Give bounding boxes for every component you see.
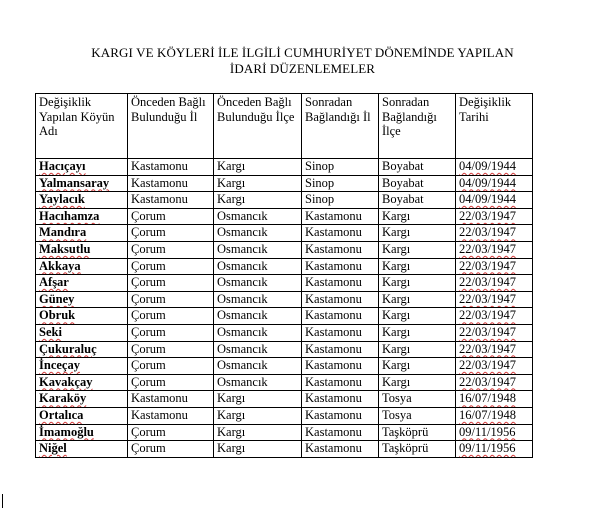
cell-change-date[interactable] [456, 208, 533, 225]
village-name-text: Seki [39, 324, 62, 339]
new-district-text: Kargı [382, 208, 411, 223]
cell-prev-district[interactable] [214, 391, 302, 408]
new-district-text: Kargı [382, 241, 411, 256]
new-district-text: Tosya [382, 407, 412, 422]
new-district-text: Kargı [382, 291, 411, 306]
document-title[interactable] [0, 45, 605, 77]
village-name-text: Yalmansaray [39, 175, 110, 190]
new-district-text: Kargı [382, 225, 411, 240]
prev-province-text: Çorum [131, 275, 166, 290]
cell-prev-district[interactable] [214, 324, 302, 341]
cell-new-province[interactable] [302, 324, 379, 341]
cell-prev-district[interactable] [214, 441, 302, 458]
cell-prev-district[interactable] [214, 374, 302, 391]
changes-table[interactable] [35, 93, 533, 458]
cell-prev-province[interactable] [128, 407, 214, 424]
new-province-text: Sinop [305, 159, 335, 173]
change-date-text: 04/09/1944 [459, 192, 516, 207]
table-row [36, 291, 533, 308]
cell-new-district[interactable] [379, 308, 456, 325]
prev-district-text: Kargı [217, 159, 246, 173]
change-date-text: 09/11/1956 [459, 441, 516, 456]
header-change-date[interactable]: Değişiklik Tarihi [456, 94, 533, 159]
cell-prev-district[interactable] [214, 208, 302, 225]
cell-new-district[interactable] [379, 341, 456, 358]
change-date-text: 22/03/1947 [459, 258, 516, 273]
cell-prev-province[interactable] [128, 308, 214, 325]
new-district-text: Kargı [382, 258, 411, 273]
cell-new-province[interactable] [302, 159, 379, 176]
village-name-text: Ortalıca [39, 407, 84, 422]
cell-prev-province[interactable] [128, 374, 214, 391]
table-row [36, 308, 533, 325]
cell-village-name[interactable] [36, 275, 128, 292]
new-province-text: Kastamonu [305, 225, 362, 240]
cell-change-date[interactable] [456, 374, 533, 391]
cell-village-name[interactable] [36, 358, 128, 375]
cell-prev-province[interactable] [128, 159, 214, 176]
cell-prev-province[interactable] [128, 258, 214, 275]
table-row [36, 324, 533, 341]
cell-prev-district[interactable] [214, 275, 302, 292]
village-name-text: Afşar [39, 275, 69, 290]
cell-new-district[interactable] [379, 358, 456, 375]
cell-new-province[interactable] [302, 291, 379, 308]
village-name-text: Maksutlu [39, 241, 91, 256]
cell-village-name[interactable] [36, 391, 128, 408]
new-province-text: Kastamonu [305, 424, 362, 439]
cell-prev-district[interactable] [214, 291, 302, 308]
cell-prev-district[interactable] [214, 424, 302, 441]
new-province-text: Kastamonu [305, 241, 362, 256]
change-date-text: 22/03/1947 [459, 275, 516, 290]
change-date-text: 16/07/1948 [459, 391, 516, 406]
cell-change-date[interactable] [456, 192, 533, 209]
cell-prev-province[interactable] [128, 424, 214, 441]
table-row [36, 208, 533, 225]
cell-change-date[interactable] [456, 424, 533, 441]
village-name-text: Hacıhamza [39, 208, 100, 223]
table-body [36, 159, 533, 458]
table-row [36, 159, 533, 176]
cell-new-district[interactable] [379, 324, 456, 341]
cell-change-date[interactable] [456, 358, 533, 375]
new-district-text: Kargı [382, 341, 411, 356]
cell-new-district[interactable] [379, 241, 456, 258]
cell-new-province[interactable] [302, 308, 379, 325]
cell-prev-province[interactable] [128, 358, 214, 375]
cell-prev-district[interactable] [214, 192, 302, 209]
cell-village-name[interactable] [36, 308, 128, 325]
cell-change-date[interactable] [456, 225, 533, 242]
prev-district-text: Osmancık [217, 341, 268, 356]
title-line-1[interactable]: KARGI VE KÖYLERİ İLE İLGİLİ CUMHURİYET DÖNEMİNDE YAPILAN [91, 45, 514, 60]
prev-province-text: Çorum [131, 291, 166, 306]
new-district-text: Kargı [382, 374, 411, 389]
village-name-text: Yaylacık [39, 192, 85, 207]
cell-new-province[interactable] [302, 192, 379, 209]
new-district-text: Kargı [382, 308, 411, 323]
prev-province-text: Çorum [131, 241, 166, 256]
cell-village-name[interactable] [36, 441, 128, 458]
new-province-text: Kastamonu [305, 324, 362, 339]
cell-village-name[interactable] [36, 208, 128, 225]
header-prev-province[interactable]: Önceden Bağlı Bulunduğu İl [128, 94, 214, 159]
new-district-text: Kargı [382, 358, 411, 373]
title-line-2[interactable]: İDARİ DÜZENLEMELER [229, 61, 376, 76]
village-name-text: Çukuraluç [39, 341, 97, 356]
cell-new-province[interactable] [302, 175, 379, 192]
prev-province-text: Kastamonu [131, 175, 188, 190]
new-province-text: Kastamonu [305, 407, 362, 422]
cell-new-province[interactable] [302, 441, 379, 458]
village-name-text: Akkaya [39, 258, 81, 273]
cell-new-province[interactable] [302, 424, 379, 441]
cell-new-district[interactable] [379, 258, 456, 275]
cell-new-district[interactable] [379, 225, 456, 242]
cell-prev-province[interactable] [128, 324, 214, 341]
cell-change-date[interactable] [456, 441, 533, 458]
village-name-text: Hacıçayı [39, 159, 86, 173]
prev-district-text: Osmancık [217, 208, 268, 223]
change-date-text: 22/03/1947 [459, 358, 516, 373]
text-cursor [2, 494, 3, 508]
cell-new-province[interactable] [302, 358, 379, 375]
cell-new-province[interactable] [302, 407, 379, 424]
new-province-text: Kastamonu [305, 208, 362, 223]
table-row [36, 275, 533, 292]
cell-prev-district[interactable] [214, 175, 302, 192]
prev-district-text: Osmancık [217, 225, 268, 240]
header-new-province[interactable]: Sonradan Bağlandığı İl [302, 94, 379, 159]
cell-village-name[interactable] [36, 258, 128, 275]
change-date-text: 04/09/1944 [459, 175, 516, 190]
new-district-text: Boyabat [382, 159, 424, 173]
header-new-district[interactable]: Sonradan Bağlandığı İlçe [379, 94, 456, 159]
prev-district-text: Osmancık [217, 275, 268, 290]
new-province-text: Kastamonu [305, 358, 362, 373]
change-date-text: 22/03/1947 [459, 208, 516, 223]
cell-prev-province[interactable] [128, 341, 214, 358]
new-province-text: Kastamonu [305, 308, 362, 323]
new-province-text: Kastamonu [305, 258, 362, 273]
prev-province-text: Çorum [131, 258, 166, 273]
prev-district-text: Osmancık [217, 358, 268, 373]
cell-new-province[interactable] [302, 374, 379, 391]
prev-district-text: Osmancık [217, 324, 268, 339]
cell-prev-district[interactable] [214, 308, 302, 325]
cell-new-district[interactable] [379, 424, 456, 441]
cell-new-district[interactable] [379, 291, 456, 308]
cell-new-province[interactable] [302, 208, 379, 225]
change-date-text: 22/03/1947 [459, 225, 516, 240]
prev-district-text: Osmancık [217, 241, 268, 256]
prev-district-text: Kargı [217, 441, 246, 456]
table-row [36, 391, 533, 408]
change-date-text: 22/03/1947 [459, 308, 516, 323]
change-date-text: 22/03/1947 [459, 241, 516, 256]
cell-village-name[interactable] [36, 341, 128, 358]
change-date-text: 04/09/1944 [459, 159, 516, 173]
prev-province-text: Çorum [131, 341, 166, 356]
new-province-text: Sinop [305, 192, 335, 207]
cell-change-date[interactable] [456, 241, 533, 258]
prev-province-text: Çorum [131, 324, 166, 339]
prev-province-text: Kastamonu [131, 407, 188, 422]
village-name-text: Obruk [39, 308, 76, 323]
cell-new-district[interactable] [379, 175, 456, 192]
new-district-text: Boyabat [382, 192, 424, 207]
new-province-text: Kastamonu [305, 291, 362, 306]
table-row [36, 225, 533, 242]
cell-village-name[interactable] [36, 175, 128, 192]
table-row [36, 407, 533, 424]
village-name-text: Niğel [39, 441, 67, 456]
prev-province-text: Çorum [131, 441, 166, 456]
table-row [36, 241, 533, 258]
prev-district-text: Osmancık [217, 374, 268, 389]
cell-prev-district[interactable] [214, 407, 302, 424]
change-date-text: 22/03/1947 [459, 324, 516, 339]
new-district-text: Kargı [382, 275, 411, 290]
cell-prev-province[interactable] [128, 441, 214, 458]
cell-prev-province[interactable] [128, 275, 214, 292]
cell-prev-province[interactable] [128, 391, 214, 408]
cell-village-name[interactable] [36, 192, 128, 209]
cell-new-province[interactable] [302, 275, 379, 292]
new-district-text: Boyabat [382, 175, 424, 190]
new-province-text: Kastamonu [305, 441, 362, 456]
cell-new-district[interactable] [379, 192, 456, 209]
cell-prev-province[interactable] [128, 241, 214, 258]
cell-prev-province[interactable] [128, 175, 214, 192]
prev-province-text: Çorum [131, 358, 166, 373]
cell-new-province[interactable] [302, 225, 379, 242]
cell-new-district[interactable] [379, 159, 456, 176]
cell-prev-district[interactable] [214, 258, 302, 275]
cell-change-date[interactable] [456, 258, 533, 275]
cell-new-district[interactable] [379, 275, 456, 292]
new-province-text: Sinop [305, 175, 335, 190]
cell-prev-district[interactable] [214, 225, 302, 242]
cell-village-name[interactable] [36, 324, 128, 341]
new-district-text: Taşköprü [382, 424, 429, 439]
change-date-text: 16/07/1948 [459, 407, 516, 422]
cell-prev-province[interactable] [128, 192, 214, 209]
prev-province-text: Kastamonu [131, 192, 188, 207]
prev-province-text: Çorum [131, 374, 166, 389]
table-row [36, 424, 533, 441]
header-village-name[interactable]: Değişiklik Yapılan Köyün Adı [36, 94, 128, 159]
prev-province-text: Kastamonu [131, 159, 188, 173]
cell-new-district[interactable] [379, 407, 456, 424]
table-row [36, 175, 533, 192]
prev-province-text: Çorum [131, 424, 166, 439]
cell-village-name[interactable] [36, 407, 128, 424]
new-province-text: Kastamonu [305, 391, 362, 406]
prev-district-text: Kargı [217, 175, 246, 190]
cell-change-date[interactable] [456, 291, 533, 308]
village-name-text: İnceçay [39, 358, 80, 373]
cell-new-district[interactable] [379, 441, 456, 458]
new-province-text: Kastamonu [305, 341, 362, 356]
new-district-text: Tosya [382, 391, 412, 406]
cell-change-date[interactable] [456, 175, 533, 192]
prev-province-text: Kastamonu [131, 391, 188, 406]
change-date-text: 09/11/1956 [459, 424, 516, 439]
prev-district-text: Kargı [217, 391, 246, 406]
cell-change-date[interactable] [456, 275, 533, 292]
prev-province-text: Çorum [131, 225, 166, 240]
table-row [36, 358, 533, 375]
change-date-text: 22/03/1947 [459, 341, 516, 356]
prev-district-text: Kargı [217, 192, 246, 207]
cell-new-district[interactable] [379, 208, 456, 225]
village-name-text: Karaköy [39, 391, 87, 406]
cell-prev-province[interactable] [128, 225, 214, 242]
village-name-text: Güney [39, 291, 75, 306]
prev-district-text: Kargı [217, 407, 246, 422]
cell-prev-province[interactable] [128, 208, 214, 225]
new-district-text: Kargı [382, 324, 411, 339]
cell-village-name[interactable] [36, 291, 128, 308]
cell-village-name[interactable] [36, 241, 128, 258]
cell-village-name[interactable] [36, 424, 128, 441]
cell-new-province[interactable] [302, 241, 379, 258]
cell-new-province[interactable] [302, 341, 379, 358]
cell-village-name[interactable] [36, 225, 128, 242]
village-name-text: Mandıra [39, 225, 87, 240]
cell-change-date[interactable] [456, 324, 533, 341]
header-prev-district[interactable]: Önceden Bağlı Bulunduğu İlçe [214, 94, 302, 159]
table-row [36, 441, 533, 458]
cell-change-date[interactable] [456, 341, 533, 358]
cell-new-district[interactable] [379, 374, 456, 391]
new-district-text: Taşköprü [382, 441, 429, 456]
cell-new-province[interactable] [302, 258, 379, 275]
village-name-text: Kavakçay [39, 374, 93, 389]
table-row [36, 258, 533, 275]
cell-prev-district[interactable] [214, 241, 302, 258]
cell-new-province[interactable] [302, 391, 379, 408]
cell-prev-province[interactable] [128, 291, 214, 308]
cell-village-name[interactable] [36, 159, 128, 176]
cell-change-date[interactable] [456, 391, 533, 408]
change-date-text: 22/03/1947 [459, 291, 516, 306]
cell-prev-district[interactable] [214, 358, 302, 375]
table-row [36, 341, 533, 358]
prev-district-text: Kargı [217, 424, 246, 439]
table-header-row [36, 94, 533, 159]
cell-village-name[interactable] [36, 374, 128, 391]
cell-change-date[interactable] [456, 159, 533, 176]
prev-district-text: Osmancık [217, 291, 268, 306]
prev-province-text: Çorum [131, 308, 166, 323]
cell-prev-district[interactable] [214, 341, 302, 358]
table-row [36, 374, 533, 391]
new-province-text: Kastamonu [305, 374, 362, 389]
cell-change-date[interactable] [456, 308, 533, 325]
cell-new-district[interactable] [379, 391, 456, 408]
cell-prev-district[interactable] [214, 159, 302, 176]
change-date-text: 22/03/1947 [459, 374, 516, 389]
prev-district-text: Osmancık [217, 308, 268, 323]
new-province-text: Kastamonu [305, 275, 362, 290]
prev-province-text: Çorum [131, 208, 166, 223]
village-name-text: İmamoğlu [39, 424, 94, 439]
table-row [36, 192, 533, 209]
cell-change-date[interactable] [456, 407, 533, 424]
prev-district-text: Osmancık [217, 258, 268, 273]
